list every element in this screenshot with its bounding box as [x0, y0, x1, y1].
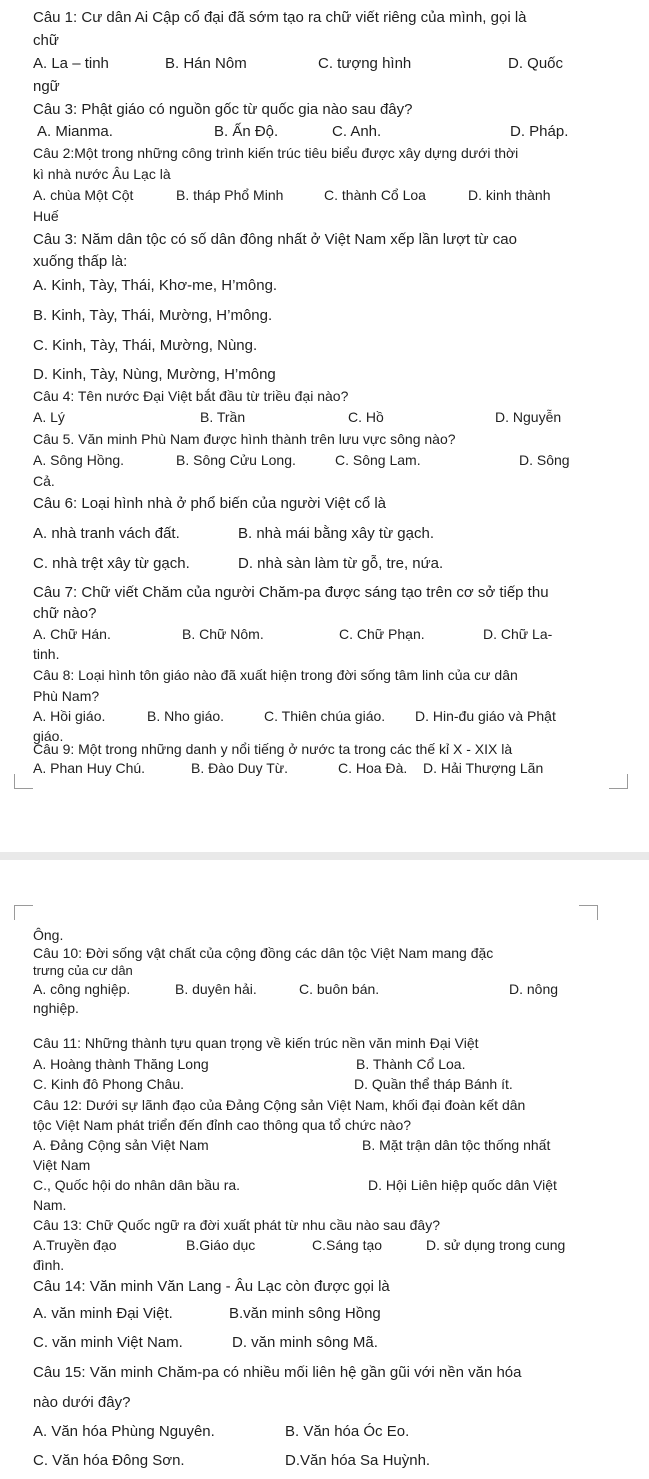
question-7-stem-cont: chữ nào? [33, 605, 97, 622]
question-3a-option-c: C. Anh. [332, 123, 382, 140]
question-10-option-c: C. buôn bán. [299, 981, 380, 997]
question-15-option-a: A. Văn hóa Phùng Nguyên. [33, 1423, 215, 1440]
question-8-stem: Câu 8: Loại hình tôn giáo nào đã xuất hiện trong đời sống tâm linh của cư dân [33, 667, 518, 683]
question-2-option-d: D. kinh thành [468, 187, 551, 203]
question-5-stem: Câu 5. Văn minh Phù Nam được hình thành trên lưu vực sông nào? [33, 431, 456, 447]
question-3a-option-b: B. Ấn Độ. [214, 123, 279, 140]
question-2-stem: Câu 2:Một trong những công trình kiến trúc tiêu biểu được xây dựng dưới thời [33, 145, 519, 161]
question-12-option-d-cont: Nam. [33, 1197, 67, 1213]
page-corner-mark [14, 905, 33, 920]
question-9-option-b: B. Đào Duy Từ. [191, 760, 289, 776]
question-10-option-a: A. công nghiệp. [33, 981, 131, 997]
question-10-stem: Câu 10: Đời sống vật chất của cộng đồng các dân tộc Việt Nam mang đặc [33, 945, 494, 961]
question-13-option-a: A.Truyền đạo [33, 1237, 117, 1253]
document-page-2 [0, 860, 649, 1479]
question-13-option-d: D. sử dụng trong cung [426, 1237, 566, 1253]
question-3b-option-b: B. Kinh, Tày, Thái, Mường, H’mông. [33, 307, 273, 324]
question-15-option-c: C. Văn hóa Đông Sơn. [33, 1452, 185, 1469]
question-1-stem-cont: chữ [33, 32, 59, 49]
question-7-option-d: D. Chữ La- [483, 626, 553, 642]
question-15-option-b: B. Văn hóa Óc Eo. [285, 1423, 410, 1440]
question-1-option-b: B. Hán Nôm [165, 55, 247, 72]
question-3a-stem: Câu 3: Phật giáo có nguồn gốc từ quốc gia nào sau đây? [33, 101, 413, 118]
question-5-option-d-cont: Cả. [33, 473, 55, 489]
question-1-option-c: C. tượng hình [318, 55, 412, 72]
question-8-option-b: B. Nho giáo. [147, 708, 225, 724]
question-3a-option-a: A. Mianma. [37, 123, 113, 140]
question-6-option-c: C. nhà trệt xây từ gạch. [33, 555, 190, 572]
question-12-option-d: D. Hội Liên hiệp quốc dân Việt [368, 1177, 557, 1193]
question-2-option-d-cont: Huế [33, 208, 59, 224]
question-15-stem: Câu 15: Văn minh Chăm-pa có nhiều mối liên hệ gần gũi với nền văn hóa [33, 1364, 522, 1381]
question-3b-option-c: C. Kinh, Tày, Thái, Mường, Nùng. [33, 337, 258, 354]
question-4-option-b: B. Trần [200, 409, 246, 425]
question-4-option-c: C. Hồ [348, 409, 384, 425]
question-5-option-d: D. Sông [519, 452, 570, 468]
question-3b-stem-cont: xuống thấp là: [33, 253, 128, 270]
question-6-option-a: A. nhà tranh vách đất. [33, 525, 180, 542]
question-7-option-b: B. Chữ Nôm. [182, 626, 264, 642]
question-14-stem: Câu 14: Văn minh Văn Lang - Âu Lạc còn được gọi là [33, 1278, 390, 1295]
question-10-option-d-cont: nghiệp. [33, 1000, 79, 1016]
question-10-option-b: B. duyên hải. [175, 981, 257, 997]
question-2-option-b: B. tháp Phổ Minh [176, 187, 284, 203]
question-6-option-d: D. nhà sàn làm từ gỗ, tre, nứa. [238, 555, 444, 572]
question-11-stem: Câu 11: Những thành tựu quan trọng về kiến trúc nền văn minh Đại Việt [33, 1035, 479, 1051]
question-12-option-b-cont: Việt Nam [33, 1157, 91, 1173]
question-9-option-c: C. Hoa Đà. [338, 760, 408, 776]
question-7-option-a: A. Chữ Hán. [33, 626, 111, 642]
question-15-stem-cont: nào dưới đây? [33, 1394, 131, 1411]
page-separator [0, 852, 649, 860]
question-9-stem: Câu 9: Một trong những danh y nổi tiếng ở nước ta trong các thế kỉ X - XIX là [33, 741, 513, 757]
question-14-option-a: A. văn minh Đại Việt. [33, 1305, 173, 1322]
question-1-option-d-cont: ngữ [33, 78, 60, 95]
question-3a-option-d: D. Pháp. [510, 123, 569, 140]
question-11-option-b: B. Thành Cổ Loa. [356, 1056, 466, 1072]
question-13-option-b: B.Giáo dục [186, 1237, 256, 1253]
question-1-option-d: D. Quốc [508, 55, 564, 72]
question-3b-stem: Câu 3: Năm dân tộc có số dân đông nhất ở Việt Nam xếp lần lượt từ cao [33, 231, 517, 248]
question-14-option-b: B.văn minh sông Hồng [229, 1305, 381, 1322]
question-13-option-d-cont: đình. [33, 1257, 65, 1273]
question-13-option-c: C.Sáng tạo [312, 1237, 383, 1253]
question-11-option-d: D. Quần thể tháp Bánh ít. [354, 1076, 513, 1092]
question-5-option-c: C. Sông Lam. [335, 452, 421, 468]
question-2-stem-cont: kì nhà nước Âu Lạc là [33, 166, 171, 182]
question-7-option-c: C. Chữ Phạn. [339, 626, 425, 642]
question-6-stem: Câu 6: Loại hình nhà ở phổ biến của người Việt cổ là [33, 495, 387, 512]
question-10-option-d: D. nông [509, 981, 559, 997]
question-2-option-c: C. thành Cổ Loa [324, 187, 426, 203]
question-8-option-a: A. Hồi giáo. [33, 708, 106, 724]
question-13-stem: Câu 13: Chữ Quốc ngữ ra đời xuất phát từ nhu cầu nào sau đây? [33, 1217, 440, 1233]
page-corner-mark [579, 905, 598, 920]
question-10-stem-cont: trưng của cư dân [33, 963, 133, 978]
question-2-option-a: A. chùa Một Cột [33, 187, 134, 203]
question-12-option-b: B. Mặt trận dân tộc thống nhất [362, 1137, 551, 1153]
question-7-stem: Câu 7: Chữ viết Chăm của người Chăm-pa được sáng tạo trên cơ sở tiếp thu [33, 584, 549, 601]
question-6-option-b: B. nhà mái bằng xây từ gạch. [238, 525, 434, 542]
question-12-stem: Câu 12: Dưới sự lãnh đạo của Đảng Cộng sản Việt Nam, khối đại đoàn kết dân [33, 1097, 526, 1113]
question-15-option-d: D.Văn hóa Sa Huỳnh. [285, 1452, 431, 1469]
question-8-option-d: D. Hin-đu giáo và Phật [415, 708, 556, 724]
question-11-option-a: A. Hoàng thành Thăng Long [33, 1056, 209, 1072]
question-12-option-c: C., Quốc hội do nhân dân bầu ra. [33, 1177, 241, 1193]
question-7-option-d-cont: tinh. [33, 646, 60, 662]
question-9-option-a: A. Phan Huy Chú. [33, 760, 146, 776]
question-9-option-d: D. Hải Thượng Lãn [423, 760, 544, 776]
page-corner-mark [609, 774, 628, 789]
question-4-stem: Câu 4: Tên nước Đại Việt bắt đầu từ triều đại nào? [33, 388, 349, 404]
question-4-option-a: A. Lý [33, 409, 65, 425]
question-1-option-a: A. La – tinh [33, 55, 109, 72]
question-1-stem: Câu 1: Cư dân Ai Cập cổ đại đã sớm tạo ra chữ viết riêng của mình, gọi là [33, 9, 527, 26]
page-corner-mark [14, 774, 33, 789]
question-14-option-c: C. văn minh Việt Nam. [33, 1334, 183, 1351]
question-3b-option-a: A. Kinh, Tày, Thái, Khơ-me, H’mông. [33, 277, 278, 294]
question-12-option-a: A. Đảng Cộng sản Việt Nam [33, 1137, 209, 1153]
question-8-stem-cont: Phù Nam? [33, 688, 100, 704]
question-9-option-d-cont: Ông. [33, 927, 64, 943]
question-11-option-c: C. Kinh đô Phong Châu. [33, 1076, 184, 1092]
question-4-option-d: D. Nguyễn [495, 409, 562, 425]
question-8-option-c: C. Thiên chúa giáo. [264, 708, 386, 724]
question-3b-option-d: D. Kinh, Tày, Nùng, Mường, H’mông [33, 366, 276, 383]
question-14-option-d: D. văn minh sông Mã. [232, 1334, 378, 1351]
question-5-option-b: B. Sông Cửu Long. [176, 452, 296, 468]
question-12-stem-cont: tộc Việt Nam phát triển đến đỉnh cao thông qua tổ chức nào? [33, 1117, 412, 1133]
question-8-option-d-cont: giáo. [33, 728, 64, 744]
question-5-option-a: A. Sông Hồng. [33, 452, 125, 468]
